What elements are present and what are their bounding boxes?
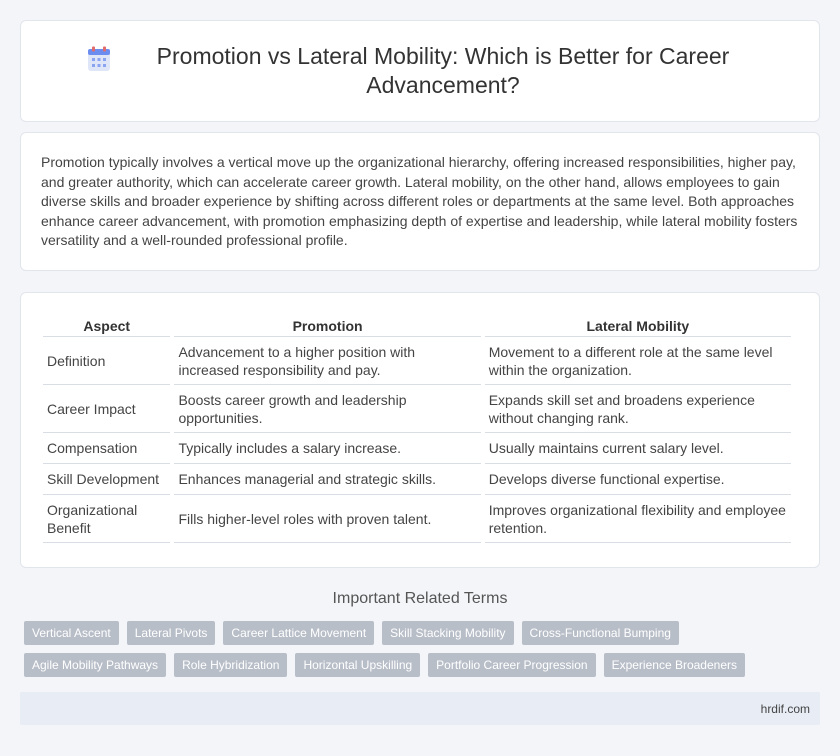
tag-vertical-ascent[interactable]: Vertical Ascent [24, 621, 119, 645]
cell-promotion: Typically includes a salary increase. [174, 433, 480, 464]
cell-promotion: Enhances managerial and strategic skills. [174, 464, 480, 495]
related-terms [24, 621, 824, 685]
cell-lateral: Improves organizational flexibility and employee retention. [485, 495, 791, 543]
intro-card [20, 132, 820, 271]
tag-experience-broadeners[interactable]: Experience Broadeners [604, 653, 745, 677]
tag-row-1 [24, 621, 824, 645]
footer [20, 692, 820, 725]
tag-skill-stacking-mobility[interactable]: Skill Stacking Mobility [382, 621, 513, 645]
tag-career-lattice-movement[interactable]: Career Lattice Movement [223, 621, 374, 645]
tag-role-hybridization[interactable]: Role Hybridization [174, 653, 287, 677]
related-terms-title: Important Related Terms [332, 590, 508, 607]
header-promotion: Promotion [174, 311, 480, 337]
header-lateral-mobility: Lateral Mobility [485, 311, 791, 337]
table-row [43, 495, 791, 543]
page-title: Promotion vs Lateral Mobility: Which is Better for Career Advancement? [156, 43, 730, 98]
cell-aspect: Career Impact [43, 385, 170, 433]
cell-lateral: Movement to a different role at the same level within the organization. [485, 337, 791, 385]
comparison-table [39, 311, 795, 543]
table-row [43, 433, 791, 464]
tag-lateral-pivots[interactable]: Lateral Pivots [127, 621, 216, 645]
title-card [20, 20, 820, 122]
cell-lateral: Expands skill set and broadens experience without changing rank. [485, 385, 791, 433]
cell-lateral: Usually maintains current salary level. [485, 433, 791, 464]
tag-horizontal-upskilling[interactable]: Horizontal Upskilling [295, 653, 420, 677]
cell-aspect: Skill Development [43, 464, 170, 495]
cell-lateral: Develops diverse functional expertise. [485, 464, 791, 495]
table-row [43, 337, 791, 385]
comparison-card [20, 292, 820, 568]
header-aspect: Aspect [43, 311, 170, 337]
intro-paragraph: Promotion typically involves a vertical move up the organizational hierarchy, offering increased responsibilities, higher pay, and greater authority, which can accelerate career growth. Lateral mobility, on the other hand, allows employees to gain diverse skills and broader experience by shifting across different roles or departments at the same level. Both approaches enhance career advancement, with promotion emphasizing depth of expertise and leadership, while lateral mobility fosters versatility and a well-rounded professional profile. [41, 154, 798, 249]
cell-aspect: Definition [43, 337, 170, 385]
table-row [43, 385, 791, 433]
cell-aspect: Compensation [43, 433, 170, 464]
title-wrap [70, 42, 770, 100]
cell-aspect: Organizational Benefit [43, 495, 170, 543]
document-icon [87, 46, 111, 72]
footer-site[interactable]: hrdif.com [760, 702, 810, 716]
table-header-row [43, 311, 791, 337]
cell-promotion: Fills higher-level roles with proven talent. [174, 495, 480, 543]
tag-cross-functional-bumping[interactable]: Cross-Functional Bumping [522, 621, 679, 645]
cell-promotion: Advancement to a higher position with increased responsibility and pay. [174, 337, 480, 385]
table-row [43, 464, 791, 495]
tag-agile-mobility-pathways[interactable]: Agile Mobility Pathways [24, 653, 166, 677]
tag-portfolio-career-progression[interactable]: Portfolio Career Progression [428, 653, 595, 677]
tag-row-2 [24, 653, 824, 677]
cell-promotion: Boosts career growth and leadership opportunities. [174, 385, 480, 433]
